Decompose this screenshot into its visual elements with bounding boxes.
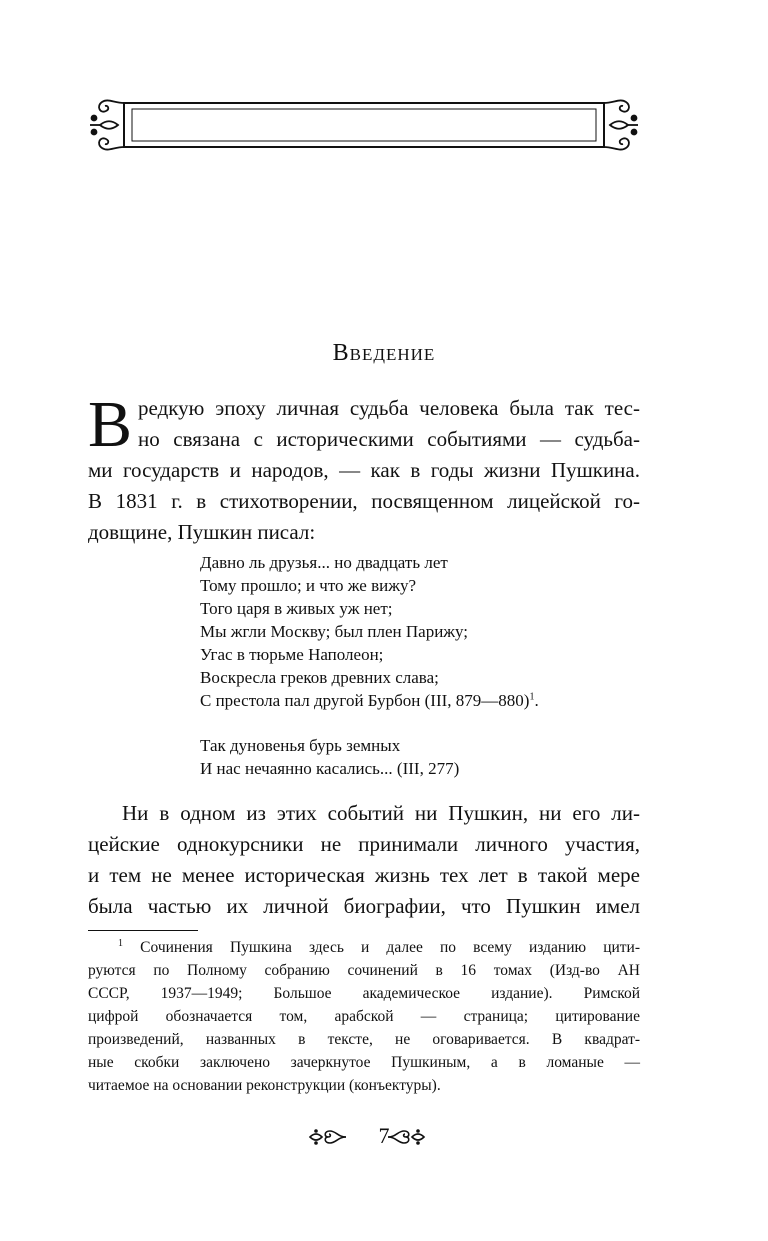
poem-line: И нас нечаянно касались... (III, 277) — [200, 759, 460, 778]
footnote — [88, 936, 640, 1097]
footnote-line: читаемое на основании реконструкции (конъектуры). — [88, 1077, 441, 1094]
page-footer — [0, 1123, 768, 1151]
poem-line-text: С престола пал другой Бурбон (III, 879—880) — [200, 691, 530, 710]
intro-line: но связана с историческими событиями — судьба- — [138, 427, 640, 451]
footnote-mark: 1 — [118, 937, 123, 949]
intro-line: ми государств и народов, — как в годы жизни Пушкина. — [88, 458, 640, 482]
poem-stanza-1 — [200, 551, 539, 712]
left-flourish-icon — [308, 1127, 348, 1147]
intro-line: довщине, Пушкин писал: — [88, 520, 316, 544]
intro-paragraph — [88, 388, 640, 548]
footnote-line-first — [88, 936, 640, 959]
body-line: была частью их личной биографии, что Пушкин имел — [88, 894, 640, 918]
poem-line: Тому прошло; и что же вижу? — [200, 576, 417, 595]
intro-line: В 1831 г. в стихотворении, посвященном лицейской го- — [88, 489, 640, 513]
poem-line-period: . — [534, 691, 539, 710]
poem-line: Угас в тюрьме Наполеон; — [200, 645, 384, 664]
chapter-heading: Введение — [332, 340, 436, 366]
body-line: и тем не менее историческая жизнь тех лет в такой мере — [88, 863, 640, 887]
poem-stanza-2 — [200, 734, 459, 780]
poem-line: Так дуновенья бурь земных — [200, 736, 401, 755]
footnote-divider — [88, 930, 198, 931]
footnote-line: руются по Полному собранию сочинений в 16 томах (Изд-во АН — [88, 962, 640, 979]
footnote-text: Сочинения Пушкина здесь и далее по всему изданию цити- — [140, 939, 641, 956]
footnote-line: ные скобки заключено зачеркнутое Пушкиным, а в ломаные — — [88, 1054, 640, 1071]
footnote-line: произведений, названных в тексте, не оговаривается. В квадрат- — [88, 1031, 640, 1048]
drop-cap: В — [88, 388, 133, 461]
poem-line-last — [200, 689, 539, 712]
intro-line: редкую эпоху личная судьба человека была так тес- — [138, 396, 640, 420]
header-ornament-frame — [88, 96, 640, 154]
body-line: цейские однокурсники не принимали личного участия, — [88, 832, 640, 856]
footnote-line: цифрой обозначается том, арабской — страница; цитирование — [88, 1008, 640, 1025]
poem-line: Давно ль друзья... но двадцать лет — [200, 553, 448, 572]
body-line: Ни в одном из этих событий ни Пушкин, ни его ли- — [122, 801, 640, 825]
footnote-reference[interactable]: 1 — [529, 691, 535, 703]
poem-line: Мы жгли Москву; был плен Парижу; — [200, 622, 469, 641]
body-paragraph — [88, 798, 640, 922]
poem-line: Того царя в живых уж нет; — [200, 599, 393, 618]
footnote-line: СССР, 1937—1949; Большое академическое издание). Римской — [88, 985, 640, 1002]
poem-line: Воскресла греков древних слава; — [200, 668, 439, 687]
page-number: 7 — [378, 1123, 390, 1148]
right-flourish-icon — [386, 1127, 426, 1147]
